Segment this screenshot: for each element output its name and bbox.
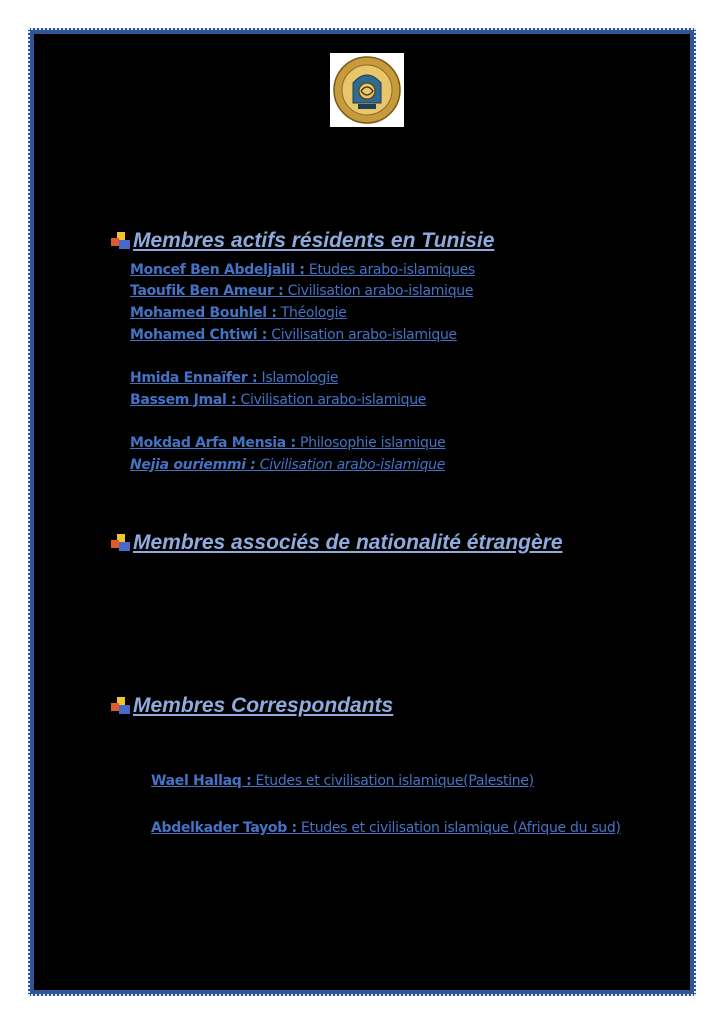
bullet-icon <box>111 697 131 715</box>
section-heading-active-members[interactable] <box>111 229 494 253</box>
member-field: Civilisation arabo-islamique <box>283 283 474 299</box>
member-field: Etudes et civilisation islamique(Palestine) <box>251 773 534 789</box>
institution-seal-logo <box>330 53 404 127</box>
member-link[interactable] <box>130 392 426 408</box>
member-link[interactable] <box>151 820 621 836</box>
member-field: Civilisation arabo-islamique <box>267 327 457 343</box>
section-title: Membres Correspondants <box>133 694 394 717</box>
member-name: Hmida Ennaïfer : <box>130 370 258 386</box>
member-link[interactable] <box>130 370 338 386</box>
member-link[interactable] <box>130 283 473 299</box>
member-link[interactable] <box>130 262 475 278</box>
member-field: Civilisation arabo-islamique <box>236 392 427 408</box>
bullet-icon <box>111 232 131 250</box>
bullet-icon <box>111 534 131 552</box>
member-name: Wael Hallaq : <box>151 773 252 789</box>
member-link[interactable] <box>130 457 445 473</box>
section-title: Membres actifs résidents en Tunisie <box>133 229 495 252</box>
member-name: Moncef Ben Abdeljalil : <box>130 262 305 278</box>
member-field: Etudes arabo-islamiques <box>304 262 475 278</box>
member-link[interactable] <box>151 773 534 789</box>
page-border <box>28 28 696 996</box>
seal-icon <box>332 55 402 125</box>
member-name: Mohamed Bouhlel : <box>130 305 277 321</box>
member-field: Islamologie <box>257 370 339 386</box>
member-field: Civilisation arabo-islamique <box>255 457 446 473</box>
member-link[interactable] <box>130 327 457 343</box>
member-name: Mohamed Chtiwi : <box>130 327 268 343</box>
member-link[interactable] <box>130 305 347 321</box>
member-field: Théologie <box>276 305 347 321</box>
member-name: Abdelkader Tayob : <box>151 820 297 836</box>
member-link[interactable] <box>130 435 445 451</box>
member-name: Nejia ouriemmi : <box>130 457 256 473</box>
member-field: Philosophie islamique <box>295 435 446 451</box>
section-title: Membres associés de nationalité étrangère <box>133 531 563 554</box>
member-field: Etudes et civilisation islamique (Afrique du sud) <box>296 820 621 836</box>
member-name: Bassem Jmal : <box>130 392 237 408</box>
member-name: Mokdad Arfa Mensia : <box>130 435 296 451</box>
member-name: Taoufik Ben Ameur : <box>130 283 284 299</box>
section-heading-associate-members[interactable] <box>111 531 563 555</box>
section-heading-corresponding-members[interactable] <box>111 694 393 718</box>
